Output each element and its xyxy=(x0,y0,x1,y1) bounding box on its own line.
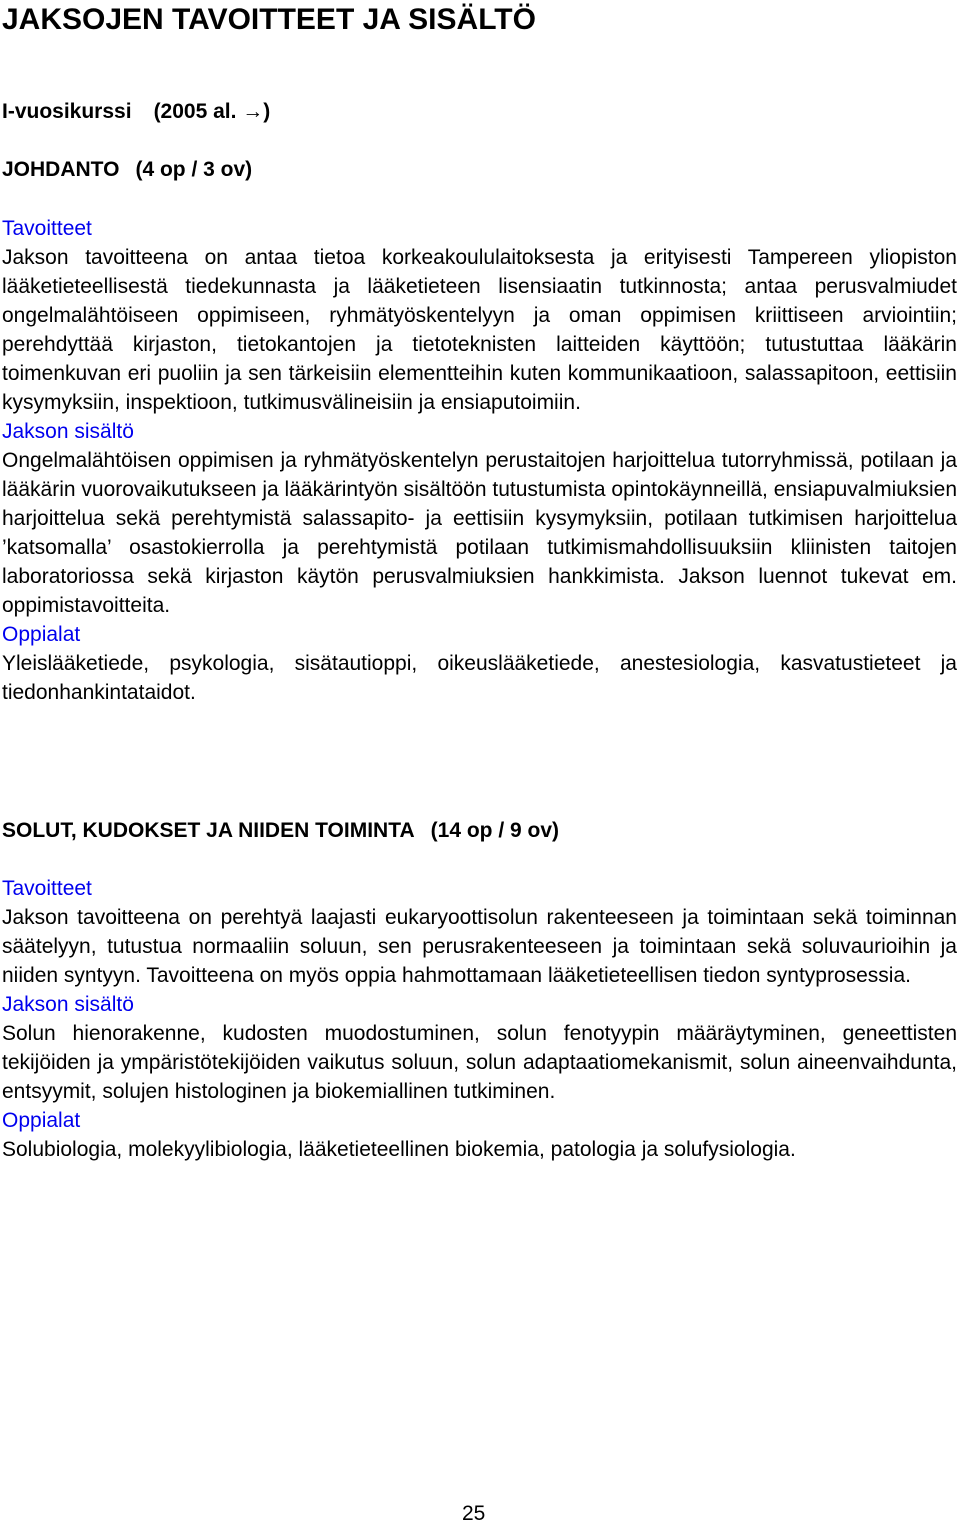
course-title xyxy=(2,817,559,845)
course-title xyxy=(2,156,252,184)
year-course-line xyxy=(2,98,270,126)
year-value: (2005 al. →) xyxy=(153,100,271,123)
subjects-text: Yleislääketiede, psykologia, sisätautioppi, oikeuslääketiede, anestesiologia, kasvatustieteet ja tiedonhankintataidot. xyxy=(2,652,957,704)
course-section-johdanto xyxy=(2,214,957,707)
goals-heading: Tavoitteet xyxy=(2,877,92,900)
course-name: SOLUT, KUDOKSET JA NIIDEN TOIMINTA xyxy=(2,819,415,842)
content-heading: Jakson sisältö xyxy=(2,420,134,443)
content-text: Solun hienorakenne, kudosten muodostuminen, solun fenotyypin määräytyminen, geneettisten tekijöiden ja ympäristötekijöiden vaikutus soluun, solun adaptaatiomekanismit, solun aineenvaihdunta, entsyymit, solujen histologinen ja biokemiallinen tutkiminen. xyxy=(2,1022,957,1103)
subjects-heading: Oppialat xyxy=(2,623,81,646)
course-section-solut xyxy=(2,874,957,1164)
goals-heading: Tavoitteet xyxy=(2,217,92,240)
course-credits: (14 op / 9 ov) xyxy=(430,819,559,842)
subjects-text: Solubiologia, molekyylibiologia, lääketieteellinen biokemia, patologia ja solufysiologia. xyxy=(2,1138,796,1161)
goals-text: Jakson tavoitteena on antaa tietoa korkeakoululaitoksesta ja erityisesti Tampereen yliopiston lääketieteellisestä tiedekunnasta ja lääketieteen lisensiaatin tutkinnosta; antaa perusvalmiudet ongelmalähtöiseen oppimiseen, ryhmätyöskentelyyn ja oman oppimisen kriittiseen arviointiin; perehdyttää kirjaston, tietokantojen ja tietoteknisten laitteiden käyttöön; tutustuttaa lääkärin toimenkuvan eri puoliin ja sen tärkeisiin elementteihin kuten kommunikaatioon, salassapitoon, eettisiin kysymyksiin, inspektioon, tutkimusvälineisiin ja ensiaputoimiin. xyxy=(2,246,957,414)
course-credits: (4 op / 3 ov) xyxy=(135,158,253,181)
content-heading: Jakson sisältö xyxy=(2,993,134,1016)
goals-text: Jakson tavoitteena on perehtyä laajasti eukaryoottisolun rakenteeseen ja toimintaan sekä toiminnan säätelyyn, tutustua normaaliin soluun, sen perusrakenteeseen ja toimintaan sekä soluvaurioihin ja niiden syntyyn. Tavoitteena on myös oppia hahmottamaan lääketieteellisen tiedon syntyprosessia. xyxy=(2,906,957,987)
page-title: JAKSOJEN TAVOITTEET JA SISÄLTÖ xyxy=(2,3,536,36)
year-label: I-vuosikurssi xyxy=(2,100,132,123)
subjects-heading: Oppialat xyxy=(2,1109,81,1132)
content-text: Ongelmalähtöisen oppimisen ja ryhmätyöskentelyn perustaitojen harjoittelua tutorryhmissä, potilaan ja lääkärin vuorovaikutukseen ja lääkärintyön sisältöön tutustumista opintokäynneillä, ensiapuvalmiuksien harjoittelua sekä perehtymistä salassapito- ja eettisiin kysymyksiin, potilaan tutkimisen harjoittelua ’katsomalla’ osastokierrolla ja perehtymistä potilaan tutkimismahdollisuuksiin kliinisten taitojen laboratoriossa sekä kirjaston käytön perusvalmiuksien hankkimista. Jakson luennot tukevat em. oppimistavoitteita. xyxy=(2,449,957,617)
course-name: JOHDANTO xyxy=(2,158,120,181)
page-number: 25 xyxy=(462,1502,486,1525)
